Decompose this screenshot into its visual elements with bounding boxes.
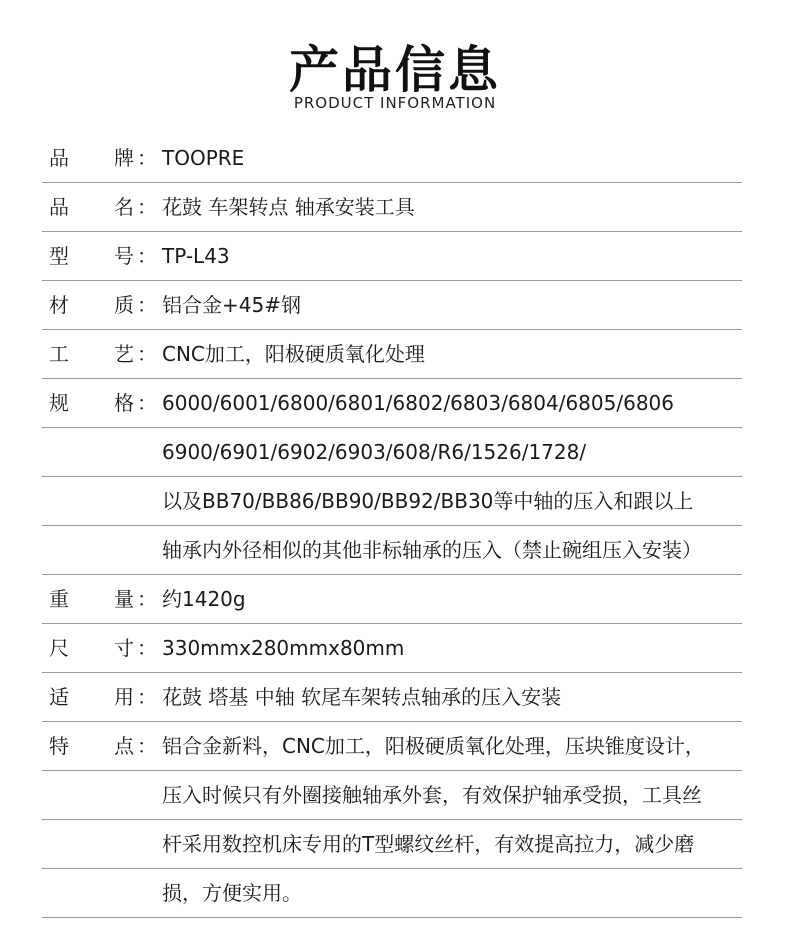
spec-row bbox=[42, 379, 742, 428]
spec-row bbox=[42, 771, 742, 820]
spec-value: 杆采用数控机床专用的T型螺纹丝杆，有效提高拉力，减少磨 bbox=[162, 832, 695, 856]
spec-row bbox=[42, 575, 742, 624]
spec-row bbox=[42, 232, 742, 281]
spec-value: TOOPRE bbox=[162, 146, 245, 170]
spec-value: 6900/6901/6902/6903/608/R6/1526/1728/ bbox=[162, 440, 587, 464]
spec-label-char1: 工 bbox=[49, 342, 69, 366]
spec-colon: ： bbox=[137, 391, 157, 415]
spec-colon: ： bbox=[137, 293, 157, 317]
spec-label-char1: 材 bbox=[49, 293, 69, 317]
spec-label-char1: 特 bbox=[49, 734, 69, 758]
spec-row bbox=[42, 526, 742, 575]
spec-row bbox=[42, 624, 742, 673]
spec-value: 花鼓 车架转点 轴承安装工具 bbox=[162, 195, 415, 219]
spec-value: 轴承内外径相似的其他非标轴承的压入（禁止碗组压入安装） bbox=[162, 538, 702, 562]
spec-colon: ： bbox=[137, 244, 157, 268]
spec-row bbox=[42, 281, 742, 330]
spec-row bbox=[42, 869, 742, 918]
spec-label-char2: 号 bbox=[114, 244, 134, 268]
spec-value: 损，方便实用。 bbox=[162, 881, 302, 905]
spec-label-char2: 点 bbox=[114, 734, 134, 758]
spec-colon: ： bbox=[137, 636, 157, 660]
spec-row bbox=[42, 722, 742, 771]
spec-value: 铝合金新料，CNC加工，阳极硬质氧化处理，压块锥度设计， bbox=[162, 734, 705, 758]
spec-label-char1: 品 bbox=[49, 146, 69, 170]
spec-label-char1: 尺 bbox=[49, 636, 69, 660]
spec-colon: ： bbox=[137, 685, 157, 709]
spec-row bbox=[42, 134, 742, 183]
spec-row bbox=[42, 820, 742, 869]
spec-colon: ： bbox=[137, 734, 157, 758]
page-title: 产品信息 bbox=[289, 41, 501, 99]
spec-value: CNC加工，阳极硬质氧化处理 bbox=[162, 342, 425, 366]
spec-colon: ： bbox=[137, 342, 157, 366]
spec-label-char2: 寸 bbox=[114, 636, 134, 660]
spec-row bbox=[42, 428, 742, 477]
spec-value: 花鼓 塔基 中轴 软尾车架转点轴承的压入安装 bbox=[162, 685, 562, 709]
spec-value: TP-L43 bbox=[162, 244, 230, 268]
spec-value: 铝合金+45#钢 bbox=[162, 293, 301, 317]
spec-value: 以及BB70/BB86/BB90/BB92/BB30等中轴的压入和跟以上 bbox=[162, 489, 694, 513]
spec-label-char2: 牌 bbox=[114, 146, 134, 170]
spec-label-char1: 品 bbox=[49, 195, 69, 219]
spec-row bbox=[42, 330, 742, 379]
spec-row bbox=[42, 477, 742, 526]
spec-label-char2: 量 bbox=[114, 587, 134, 611]
spec-label-char1: 规 bbox=[49, 391, 69, 415]
spec-label-char1: 型 bbox=[49, 244, 69, 268]
spec-value: 压入时候只有外圈接触轴承外套，有效保护轴承受损，工具丝 bbox=[162, 783, 702, 807]
spec-label-char2: 用 bbox=[114, 685, 134, 709]
spec-value: 6000/6001/6800/6801/6802/6803/6804/6805/6806 bbox=[162, 391, 674, 415]
spec-table bbox=[42, 134, 742, 918]
spec-label-char2: 艺 bbox=[114, 342, 134, 366]
spec-colon: ： bbox=[137, 587, 157, 611]
spec-colon: ： bbox=[137, 195, 157, 219]
spec-row bbox=[42, 183, 742, 232]
spec-row bbox=[42, 673, 742, 722]
spec-label-char2: 质 bbox=[114, 293, 134, 317]
spec-value: 330mmx280mmx80mm bbox=[162, 636, 405, 660]
spec-label-char1: 重 bbox=[49, 587, 69, 611]
spec-label-char2: 名 bbox=[114, 195, 134, 219]
spec-colon: ： bbox=[137, 146, 157, 170]
spec-label-char2: 格 bbox=[114, 391, 134, 415]
spec-value: 约1420g bbox=[162, 587, 246, 611]
page-subtitle: PRODUCT INFORMATION bbox=[293, 94, 497, 112]
spec-label-char1: 适 bbox=[49, 685, 69, 709]
